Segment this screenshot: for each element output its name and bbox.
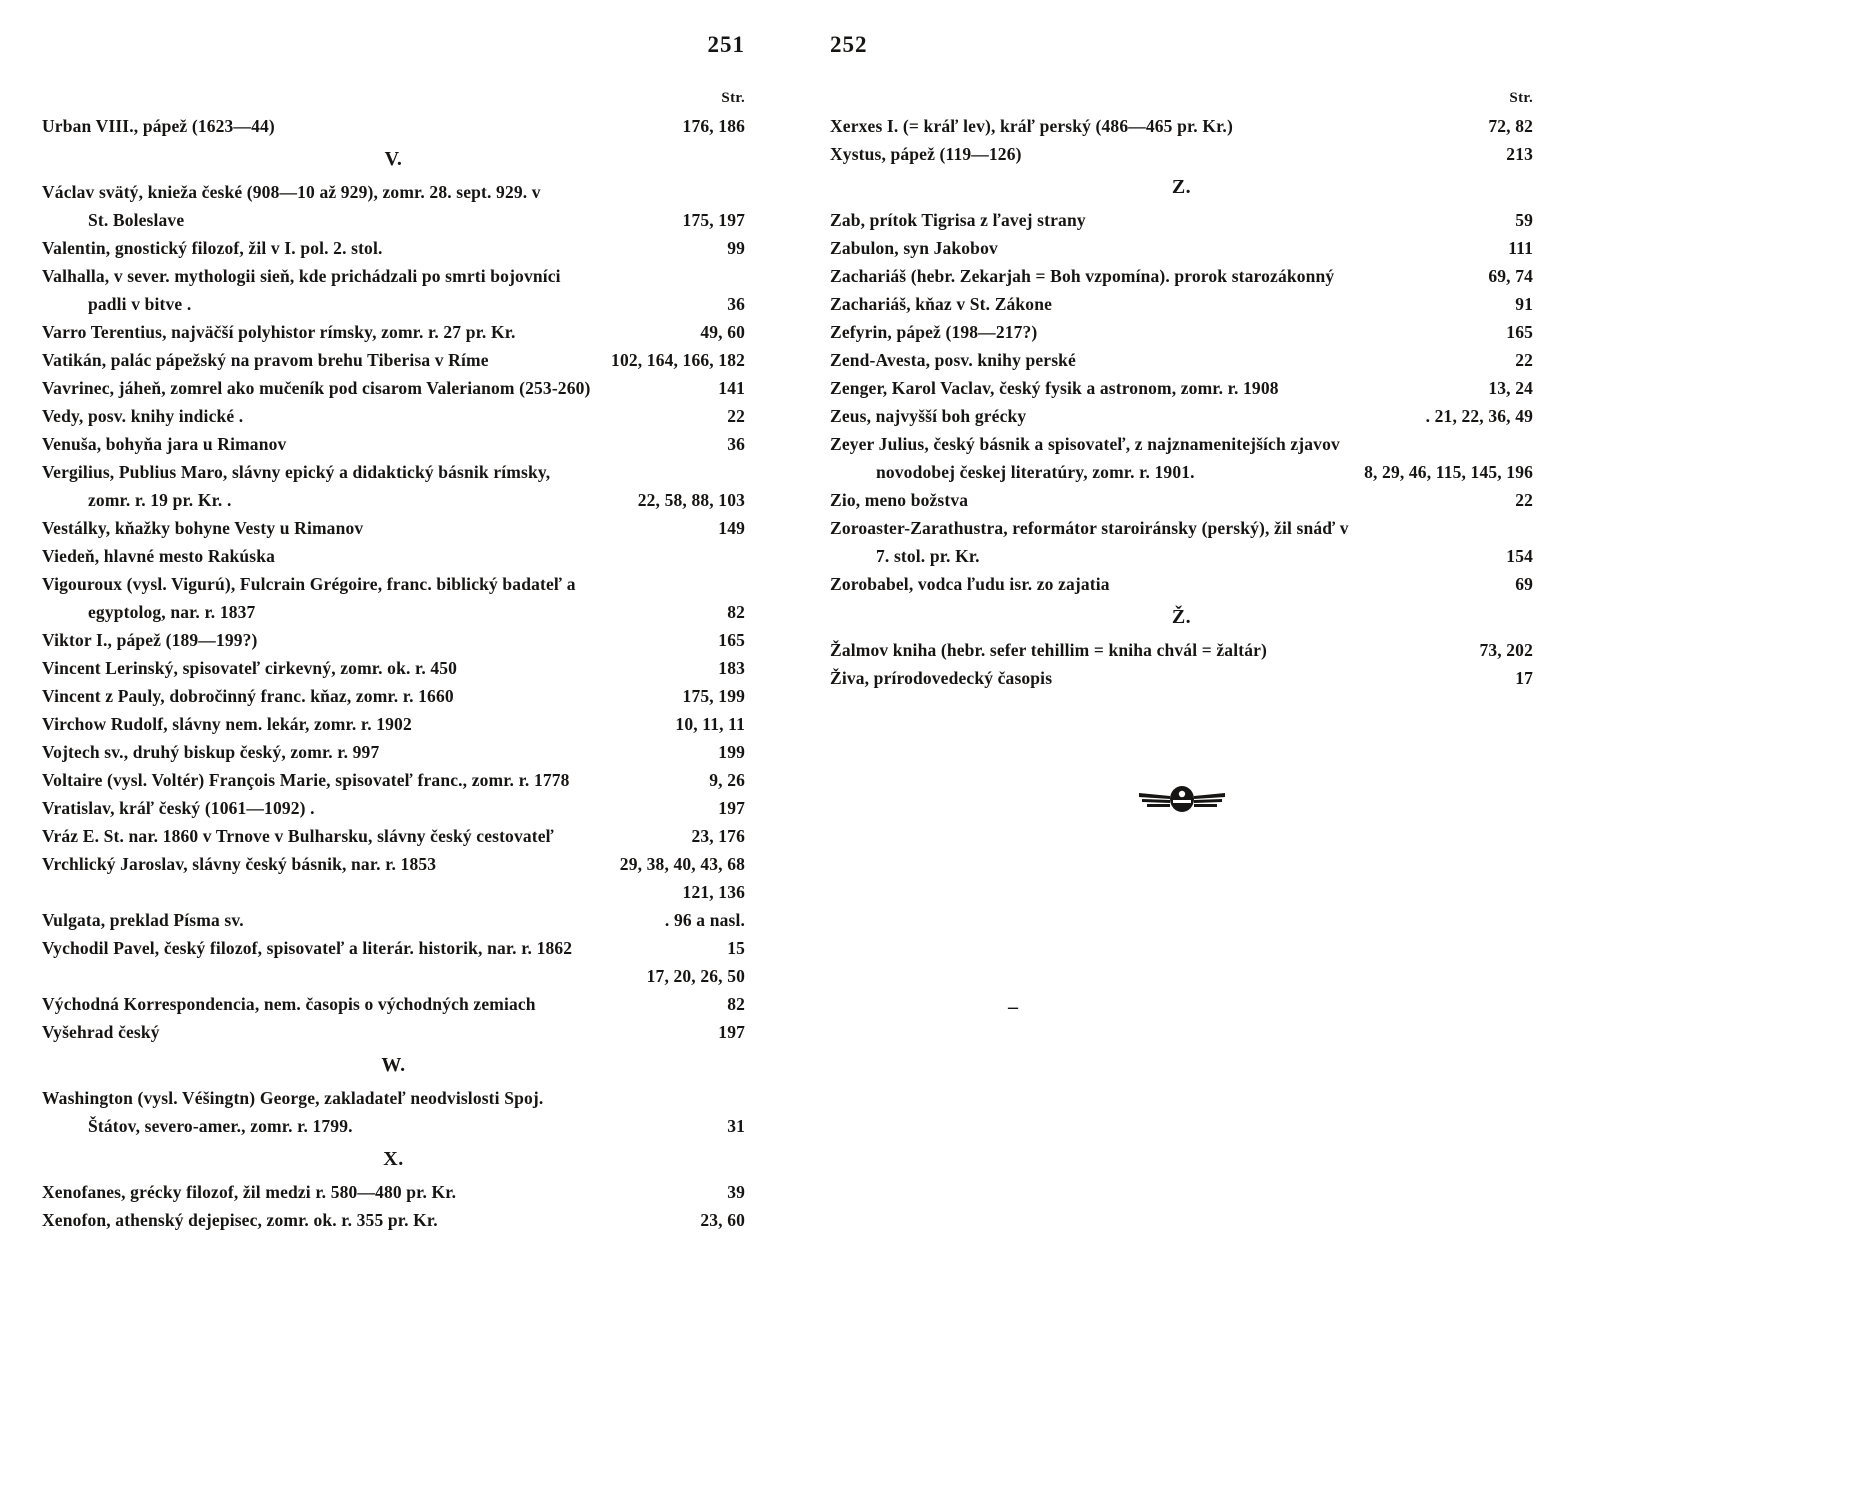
entry-page-refs: 197 (718, 798, 745, 818)
index-entry-line (42, 112, 745, 140)
index-column-left (42, 88, 745, 1234)
index-entry-line (42, 626, 745, 654)
entry-text: zomr. r. 19 pr. Kr. . (88, 490, 232, 510)
entry-page-refs: 175, 197 (682, 210, 745, 230)
entry-text: Zorobabel, vodca ľudu isr. zo zajatia (830, 574, 1110, 594)
entry-text: Zefyrin, pápež (198—217?) (830, 322, 1038, 342)
entry-page-refs: 91 (1515, 294, 1533, 314)
index-entry-line (830, 486, 1533, 514)
index-entry-line (42, 990, 745, 1018)
index-entry-line (42, 374, 745, 402)
entry-page-refs: 8, 29, 46, 115, 145, 196 (1364, 462, 1533, 482)
index-entry-line (42, 486, 745, 514)
entry-page-refs: 39 (727, 1182, 745, 1202)
entry-page-refs: 29, 38, 40, 43, 68 (619, 854, 745, 874)
entry-page-refs: . 21, 22, 36, 49 (1425, 406, 1533, 426)
entry-page-refs: 199 (718, 742, 745, 762)
entry-text: Valentin, gnostický filozof, žil v I. pol. 2. stol. (42, 238, 383, 258)
index-entry-line (42, 654, 745, 682)
entry-text: Vratislav, kráľ český (1061—1092) . (42, 798, 315, 818)
entry-page-refs: 23, 176 (691, 826, 745, 846)
index-entry-line (42, 738, 745, 766)
index-entry-line (830, 318, 1533, 346)
index-entry-line (42, 1112, 745, 1140)
index-entry-line (830, 290, 1533, 318)
entry-page-refs: 36 (727, 294, 745, 314)
index-entry-line (830, 234, 1533, 262)
index-entry-line (42, 430, 745, 458)
section-heading: W. (381, 1054, 406, 1076)
index-entry-line (830, 346, 1533, 374)
entry-text: Vavrinec, jáheň, zomrel ako mučeník pod cisarom Valerianom (253-260) (42, 378, 591, 398)
entry-text: padli v bitve . (88, 294, 192, 314)
str-column-label-right: Str. (1509, 90, 1533, 106)
entry-page-refs: 154 (1506, 546, 1533, 566)
entry-page-refs: 72, 82 (1488, 116, 1533, 136)
entry-text: Viedeň, hlavné mesto Rakúska (42, 546, 276, 566)
entry-text (42, 878, 88, 906)
entry-text: Zeus, najvyšší boh grécky (830, 406, 1027, 426)
index-entry-line (830, 430, 1533, 458)
entry-page-refs: 175, 199 (682, 686, 745, 706)
entry-page-refs: 17 (1515, 668, 1533, 688)
entry-text: Vestálky, kňažky bohyne Vesty u Rimanov (42, 518, 364, 538)
entry-page-refs: 49, 60 (700, 322, 745, 342)
entry-page-refs: 36 (727, 434, 745, 454)
entry-text: Virchow Rudolf, slávny nem. lekár, zomr. r. 1902 (42, 714, 412, 734)
entry-page-refs: 82 (727, 994, 745, 1014)
entry-text: Václav svätý, knieža české (908—10 až 929), zomr. 28. sept. 929. v (42, 182, 541, 202)
page-number-right: 252 (830, 32, 868, 57)
entry-text: Vergilius, Publius Maro, slávny epický a didaktický básnik rímsky, (42, 462, 551, 482)
entry-page-refs: 111 (1508, 238, 1533, 258)
index-entry-line (830, 374, 1533, 402)
index-entry-line (42, 514, 745, 542)
entry-text: Zend-Avesta, posv. knihy perské (830, 350, 1076, 370)
index-entry-line (42, 1206, 745, 1234)
str-column-label-left: Str. (721, 90, 745, 106)
index-entry-line (42, 934, 745, 962)
entry-page-refs: 22 (1515, 490, 1533, 510)
index-entry-line (42, 1178, 745, 1206)
index-entry-line (830, 570, 1533, 598)
entry-page-refs: 22 (1515, 350, 1533, 370)
entry-text: Živa, prírodovedecký časopis (830, 668, 1053, 688)
entry-text: Vyšehrad český (42, 1022, 160, 1042)
entry-page-refs: 183 (718, 658, 745, 678)
page-number-left: 251 (707, 32, 745, 57)
entry-page-refs: 69 (1515, 574, 1533, 594)
entry-page-refs: 31 (727, 1116, 745, 1136)
section-heading: V. (384, 148, 403, 170)
entry-text: Vychodil Pavel, český filozof, spisovateľ a literár. historik, nar. r. 1862 (42, 938, 573, 958)
index-entry-line (830, 402, 1533, 430)
index-entry-line (830, 206, 1533, 234)
index-entry-line (42, 542, 745, 570)
entry-text: egyptolog, nar. r. 1837 (88, 602, 256, 622)
entry-text: Varro Terentius, najväčší polyhistor rímsky, zomr. r. 27 pr. Kr. (42, 322, 516, 342)
entry-text: Zeyer Julius, český básnik a spisovateľ, z najznamenitejších zjavov (830, 434, 1340, 454)
entry-page-refs: 141 (718, 378, 745, 398)
entry-text: Východná Korrespondencia, nem. časopis o východných zemiach (42, 994, 536, 1014)
entry-text: novodobej českej literatúry, zomr. r. 1901. (876, 462, 1195, 482)
index-entry-line (42, 402, 745, 430)
index-entry-line (830, 514, 1533, 542)
entry-text: Zachariáš, kňaz v St. Zákone (830, 294, 1053, 314)
entry-page-refs: 121, 136 (682, 882, 745, 902)
section-heading: Ž. (1171, 606, 1192, 628)
index-entry-line (830, 636, 1533, 664)
entry-text: Venuša, bohyňa jara u Rimanov (42, 434, 287, 454)
entry-page-refs: 10, 11, 11 (675, 714, 745, 734)
entry-page-refs: 22 (727, 406, 745, 426)
entry-text: Zachariáš (hebr. Zekarjah = Boh vzpomína). prorok starozákonný (830, 266, 1335, 286)
entry-text: St. Boleslave (88, 210, 185, 230)
index-entry-line (42, 822, 745, 850)
entry-text: Zio, meno božstva (830, 490, 969, 510)
entry-page-refs: 149 (718, 518, 745, 538)
entry-page-refs: 102, 164, 166, 182 (611, 350, 745, 370)
entry-page-refs: 213 (1506, 144, 1533, 164)
entry-text: Xerxes I. (= kráľ lev), kráľ perský (486—465 pr. Kr.) (830, 116, 1233, 136)
index-entry-line (42, 878, 745, 906)
entry-text: Viktor I., pápež (189—199?) (42, 630, 258, 650)
index-entry-line (42, 570, 745, 598)
entry-text: Vigouroux (vysl. Vigurú), Fulcrain Grégoire, franc. biblický badateľ a (42, 574, 576, 594)
entry-page-refs: 23, 60 (700, 1210, 745, 1230)
entry-text: Zenger, Karol Vaclav, český fysik a astronom, zomr. r. 1908 (830, 378, 1279, 398)
entry-page-refs: 22, 58, 88, 103 (637, 490, 745, 510)
index-entry-line (42, 178, 745, 206)
index-entry-line (42, 1084, 745, 1112)
entry-text: 7. stol. pr. Kr. (876, 546, 980, 566)
entry-text: Vrchlický Jaroslav, slávny český básnik, nar. r. 1853 (42, 854, 437, 874)
entry-page-refs: 165 (1506, 322, 1533, 342)
entry-text: Voltaire (vysl. Voltér) François Marie, spisovateľ franc., zomr. r. 1778 (42, 770, 570, 790)
entry-page-refs: 73, 202 (1479, 640, 1533, 660)
index-entry-line (42, 710, 745, 738)
index-entry-line (42, 234, 745, 262)
index-entry-line (42, 962, 745, 990)
entry-text: Vincent Lerinský, spisovateľ cirkevný, zomr. ok. r. 450 (42, 658, 458, 678)
index-entry-line (42, 794, 745, 822)
entry-text: Xystus, pápež (119—126) (830, 144, 1022, 164)
entry-page-refs: 17, 20, 26, 50 (646, 966, 745, 986)
entry-page-refs: 69, 74 (1488, 266, 1533, 286)
index-entry-line (830, 112, 1533, 140)
entry-page-refs: 99 (727, 238, 745, 258)
index-entry-line (42, 906, 745, 934)
index-entry-line (42, 262, 745, 290)
section-heading: Z. (1171, 176, 1192, 198)
entry-text: Vincent z Pauly, dobročinný franc. kňaz, zomr. r. 1660 (42, 686, 454, 706)
entry-page-refs: 9, 26 (709, 770, 745, 790)
entry-page-refs: 176, 186 (682, 116, 745, 136)
index-entry-line (42, 458, 745, 486)
entry-text: Štátov, severo-amer., zomr. r. 1799. (88, 1116, 353, 1136)
entry-page-refs: 197 (718, 1022, 745, 1042)
index-entry-line (42, 206, 745, 234)
entry-text: Žalmov kniha (hebr. sefer tehillim = kniha chvál = žaltár) (830, 640, 1267, 660)
entry-text: Zabulon, syn Jakobov (830, 238, 998, 258)
entry-text: Vatikán, palác pápežský na pravom brehu Tiberisa v Ríme (42, 350, 489, 370)
entry-page-refs: 59 (1515, 210, 1533, 230)
entry-text: Xenofon, athenský dejepisec, zomr. ok. r. 355 pr. Kr. (42, 1210, 438, 1230)
index-entry-line (830, 542, 1533, 570)
entry-page-refs: 15 (727, 938, 745, 958)
index-column-right (830, 88, 1533, 821)
entry-text: Vedy, posv. knihy indické . (42, 406, 244, 426)
stray-dash-mark: – (1008, 996, 1018, 1018)
entry-page-refs: 82 (727, 602, 745, 622)
index-entry-line (42, 766, 745, 794)
index-lines-left (42, 112, 745, 1234)
index-entry-line (830, 458, 1533, 486)
index-entry-line (42, 290, 745, 318)
entry-text: Washington (vysl. Véšingtn) George, zakladateľ neodvislosti Spoj. (42, 1088, 544, 1108)
entry-text: Zoroaster-Zarathustra, reformátor staroiránsky (perský), žil snáď v (830, 518, 1349, 538)
entry-text: Zab, prítok Tigrisa z ľavej strany (830, 210, 1086, 230)
index-entry-line (42, 318, 745, 346)
section-heading: X. (383, 1148, 404, 1170)
entry-text: Vráz E. St. nar. 1860 v Trnove v Bulharsku, slávny český cestovateľ (42, 826, 554, 846)
index-lines-right (830, 112, 1533, 692)
index-entry-line (42, 346, 745, 374)
index-entry-line (42, 850, 745, 878)
entry-text (42, 962, 88, 990)
entry-text: Vojtech sv., druhý biskup český, zomr. r. 997 (42, 742, 380, 762)
entry-text: Xenofanes, grécky filozof, žil medzi r. 580—480 pr. Kr. (42, 1182, 457, 1202)
index-entry-line (830, 664, 1533, 692)
entry-text: Urban VIII., pápež (1623—44) (42, 116, 275, 136)
index-entry-line (42, 1018, 745, 1046)
ornament-row (830, 784, 1533, 821)
entry-text: Valhalla, v sever. mythologii sieň, kde prichádzali po smrti bojovníci (42, 266, 561, 286)
index-entry-line (830, 140, 1533, 168)
index-entry-line (42, 598, 745, 626)
index-entry-line (42, 682, 745, 710)
index-entry-line (830, 262, 1533, 290)
entry-page-refs: . 96 a nasl. (664, 910, 745, 930)
printer-fleuron-icon (1139, 784, 1225, 816)
entry-text: Vulgata, preklad Písma sv. (42, 910, 244, 930)
entry-page-refs: 13, 24 (1488, 378, 1533, 398)
entry-page-refs: 165 (718, 630, 745, 650)
